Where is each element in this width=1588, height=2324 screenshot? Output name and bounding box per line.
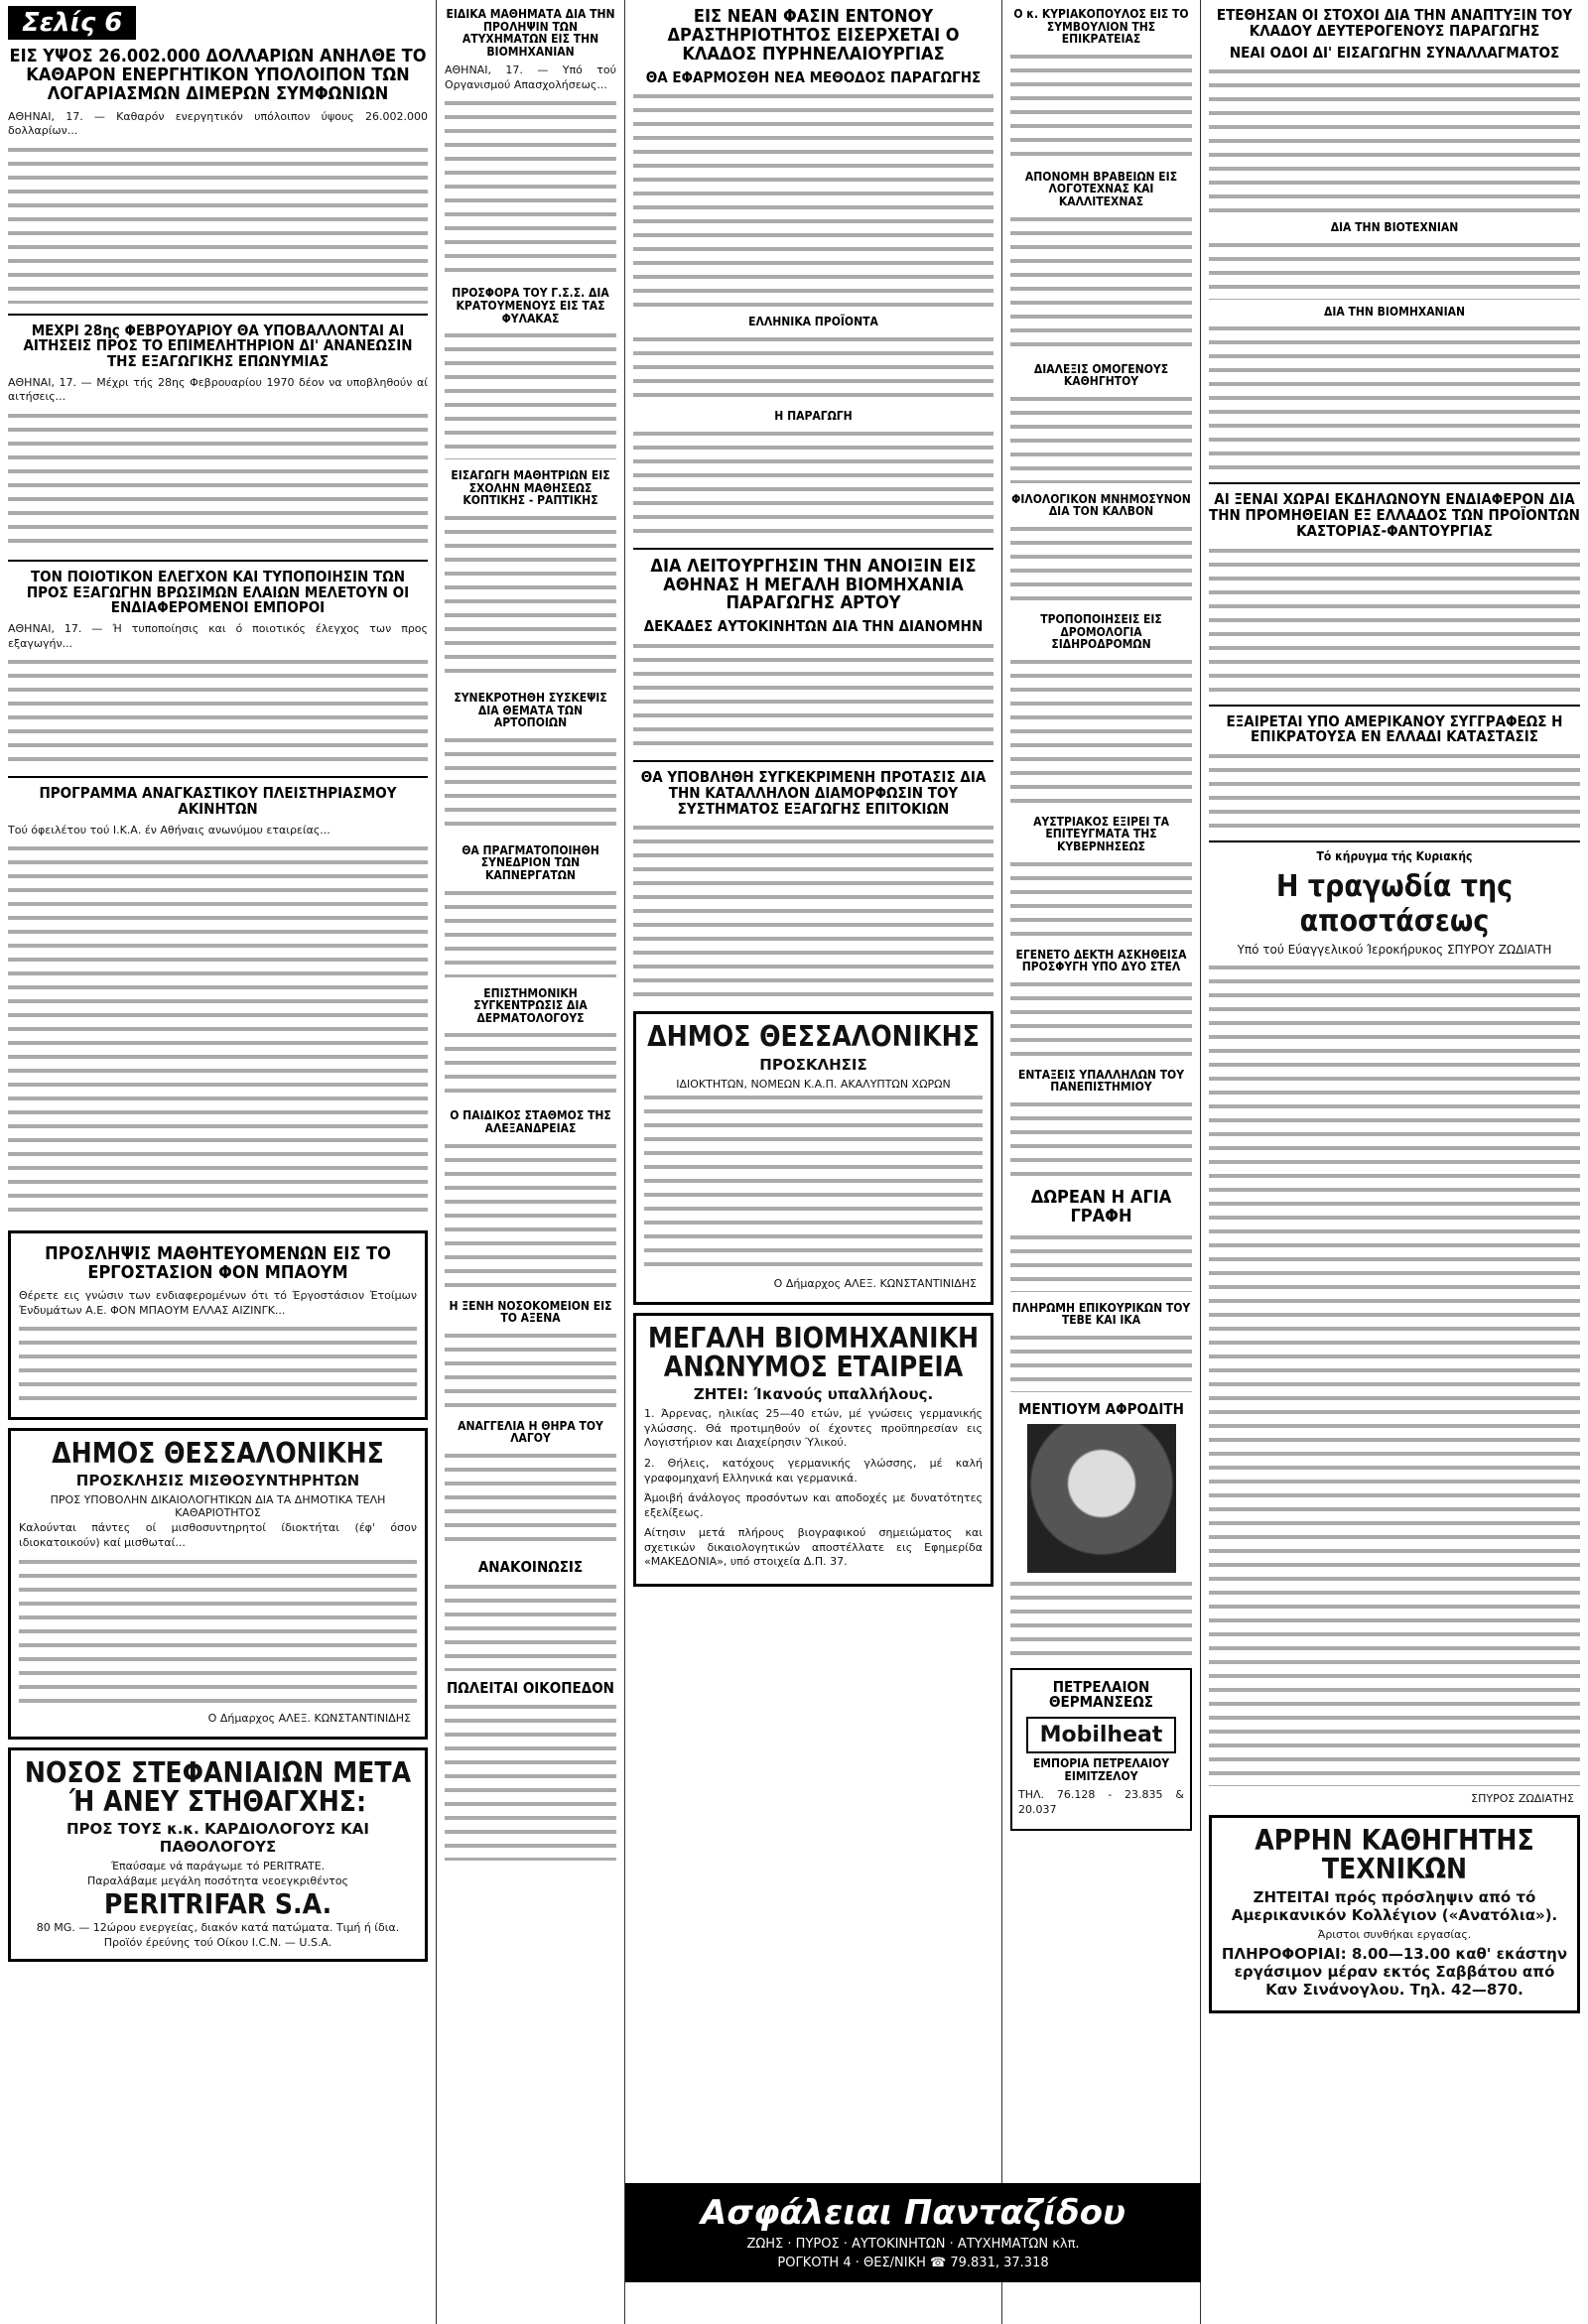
article-body: [1209, 240, 1580, 300]
article-title: Η τραγωδία της αποστάσεως: [1275, 868, 1514, 939]
article-subtitle: ΝΕΑΙ ΟΔΟΙ ΔΙ' ΕΙΣΑΓΩΓΗΝ ΣΥΝΑΛΛΑΓΜΑΤΟΣ: [1229, 43, 1560, 62]
article-kicker: Τό κήρυγμα τής Κυριακής: [1316, 849, 1473, 864]
ad-body: [19, 1557, 417, 1706]
article-body: [445, 1030, 616, 1099]
article-body: [1209, 546, 1580, 695]
ad-line: ΠΡΟΣ ΤΟΥΣ κ.κ. ΚΑΡΔΙΟΛΟΓΟΥΣ ΚΑΙ ΠΑΘΟΛΟΓΟΥΣ: [66, 1820, 369, 1857]
ad-phone: ΤΗΛ. 76.128 - 23.835 & 20.037: [1018, 1788, 1184, 1816]
article-kastoria: [1209, 492, 1580, 694]
article-signature: ΣΠΥΡΟΣ ΖΩΔΙΑΤΗΣ: [1471, 1791, 1574, 1805]
article-body: [445, 1331, 616, 1410]
article-lecture: [1010, 363, 1192, 483]
article-subhead: ΔΙΑ ΤΗΝ ΒΙΟΤΕΧΝΙΑΝ: [1330, 220, 1459, 235]
ad-seek: ΖΗΤΕΙ: Ίκανούς υπαλλήλους.: [693, 1385, 934, 1404]
article-body: [445, 513, 616, 682]
article-title: ΠΡΟΣΦΟΡΑ ΤΟΥ Γ.Σ.Σ. ΔΙΑ ΚΡΑΤΟΥΜΕΝΟΥΣ ΕΙΣ ΤΑΣ ΦΥΛΑΚΑΣ: [452, 286, 609, 325]
article-title: ΕΙΣ ΥΨΟΣ 26.002.000 ΔΟΛΛΑΡΙΩΝ ΑΝΗΛΘΕ ΤΟ ΚΑΘΑΡΟΝ ΕΝΕΡΓΗΤΙΚΟΝ ΥΠΟΛΟΙΠΟΝ ΤΩΝ ΛΟΓΑΡΙΑΣΜΩΝ ΔΙΜΕΡΩΝ ΣΥΜΦΩΝΙΩΝ: [9, 46, 427, 104]
article-body: [1010, 394, 1192, 483]
article-title: ΜΕΝΤΙΟΥΜ ΑΦΡΟΔΙΤΗ: [1018, 1399, 1184, 1418]
article-subhead: ΕΛΛΗΝΙΚΑ ΠΡΟΪΟΝΤΑ: [748, 315, 878, 329]
article-accidents: [445, 8, 616, 277]
article-interest: [633, 770, 993, 1001]
article-bread: [633, 555, 993, 750]
article-title: ΑΝΑΚΟΙΝΩΣΙΣ: [477, 1557, 584, 1576]
article-title: Η ΞΕΝΗ ΝΟΣΟΚΟΜΕΙΟΝ ΕΙΣ ΤΟ ΑΞΕΝΑ: [449, 1298, 612, 1326]
ad-pay: Άμοιβή άνάλογος προσόντων και αποδοχές με δυνατότητες εξελίξεως.: [644, 1491, 983, 1519]
article-title: ΕΙΣΑΓΩΓΗ ΜΑΘΗΤΡΙΩΝ ΕΙΣ ΣΧΟΛΗΝ ΜΑΘΗΣΕΩΣ ΚΟΠΤΙΚΗΣ - ΡΑΠΤΙΚΗΣ: [451, 468, 610, 508]
article-lead: ΑΘΗΝΑΙ, 17. — Ή τυποποίησις και ό ποιοτικός έλεγχος των προς εξαγωγήν...: [8, 622, 428, 650]
page-label: Σελίς 6: [8, 6, 136, 40]
ad-apply: Αίτησιν μετά πλήρους βιογραφικού σημειώματος και σχετικών δικαιολογητικών αποστέλλατε εις Εφημερίδα «ΜΑΚΕΔΟΝΙΑ», υπό στοιχεία Δ.Π. 37.: [644, 1526, 983, 1569]
ad-mobilheat: [1010, 1668, 1192, 1832]
mobilheat-logo: Mobilheat: [1026, 1717, 1177, 1753]
article-title: ΠΛΗΡΩΜΗ ΕΠΙΚΟΥΡΙΚΩΝ ΤΟΥ ΤΕΒΕ ΚΑΙ ΙΚΑ: [1011, 1300, 1191, 1328]
article-title: ΕΙΣ ΝΕΑΝ ΦΑΣΙΝ ΕΝΤΟΝΟΥ ΔΡΑΣΤΗΡΙΟΤΗΤΟΣ ΕΙΣΕΡΧΕΤΑΙ Ο ΚΛΑΔΟΣ ΠΥΡΗΝΕΛΑΙΟΥΡΓΙΑΣ: [667, 6, 960, 65]
article-dollars: [8, 48, 428, 304]
ad-peritrifar: [8, 1747, 428, 1962]
article-body: [8, 145, 428, 304]
ad-subtitle-2: ΙΔΙΟΚΤΗΤΩΝ, ΝΟΜΕΩΝ Κ.Α.Π. ΑΚΑΛΥΠΤΩΝ ΧΩΡΩΝ: [676, 1077, 951, 1091]
article-title: ΔΙΑ ΛΕΙΤΟΥΡΓΗΣΙΝ ΤΗΝ ΑΝΟΙΞΙΝ ΕΙΣ ΑΘΗΝΑΣ Η ΜΕΓΑΛΗ ΒΙΟΜΗΧΑΝΙΑ ΠΑΡΑΓΩΓΗΣ ΑΡΤΟΥ: [650, 555, 977, 614]
ad-title: ΝΟΣΟΣ ΣΤΕΦΑΝΙΑΙΩΝ ΜΕΤΑ Ή ΑΝΕΥ ΣΤΗΘΑΓΧΗΣ:: [24, 1755, 412, 1818]
ad-brand: PERITRIFAR S.A.: [103, 1887, 332, 1921]
ad-teacher: [1209, 1815, 1580, 2013]
ad-text: ΖΗΤΕΙΤΑΙ πρός πρόσληψιν από τό Αμερικανικόν Κολλέγιον («Ανατόλια»).: [1231, 1887, 1558, 1924]
article-auction: [8, 786, 428, 1221]
column-3: [625, 0, 1002, 2324]
article-bakers: [445, 692, 616, 835]
article-body: [8, 657, 428, 766]
article-tailoring: [445, 469, 616, 682]
column-5: [1201, 0, 1588, 2324]
article-lead: ΑΘΗΝΑΙ, 17. — Υπό τού Οργανισμού Απασχολήσεως...: [445, 64, 616, 91]
article-sermon: [1209, 850, 1580, 1805]
article-railways: [1010, 613, 1192, 806]
ad-title: ΠΕΤΡΕΛΑΙΟΝ ΘΕΡΜΑΝΣΕΩΣ: [1049, 1677, 1153, 1712]
article-medium: [1010, 1399, 1192, 1658]
article-body: [1209, 66, 1580, 215]
article-body: [445, 1702, 616, 1861]
ad-item: 2. Θήλεις, κατόχους γερμανικής γλώσσης, μέ καλή γραφομηχανή Ελληνικά και γερμανικά.: [644, 1457, 983, 1485]
ad-subtitle-2: ΠΡΟΣ ΥΠΟΒΟΛΗΝ ΔΙΚΑΙΟΛΟΓΗΤΙΚΩΝ ΔΙΑ ΤΑ ΔΗΜΟΤΙΚΑ ΤΕΛΗ ΚΑΘΑΡΙΟΤΗΤΟΣ: [50, 1493, 386, 1520]
article-subhead: ΔΙΑ ΤΗΝ ΒΙΟΜΗΧΑΝΙΑΝ: [1324, 304, 1465, 319]
ad-body: [19, 1324, 417, 1403]
article-hospital: [445, 1300, 616, 1410]
article-appeal: [1010, 949, 1192, 1059]
article-title: ΕΤΕΘΗΣΑΝ ΟΙ ΣΤΟΧΟΙ ΔΙΑ ΤΗΝ ΑΝΑΠΤΥΞΙΝ ΤΟΥ ΚΛΑΔΟΥ ΔΕΥΤΕΡΟΓΕΝΟΥΣ ΠΑΡΑΓΩΓΗΣ: [1216, 6, 1573, 40]
ad-pantazidou: [625, 2183, 1201, 2282]
article-kernel-oil: [633, 8, 993, 538]
article-title: ΑΥΣΤΡΙΑΚΟΣ ΕΞΙΡΕΙ ΤΑ ΕΠΙΤΕΥΓΜΑΤΑ ΤΗΣ ΚΥΒΕΡΝΗΣΕΩΣ: [1033, 814, 1169, 853]
ad-title: ΠΡΟΣΛΗΨΙΣ ΜΑΘΗΤΕΥΟΜΕΝΩΝ ΕΙΣ ΤΟ ΕΡΓΟΣΤΑΣΙΟΝ ΦΟΝ ΜΠΑΟΥΜ: [45, 1243, 391, 1284]
article-body: [1010, 859, 1192, 939]
article-body: [633, 91, 993, 310]
ad-apprentices: [8, 1230, 428, 1420]
divider: [1209, 840, 1580, 842]
article-american-writer: [1209, 711, 1580, 832]
ad-info: ΠΛΗΡΟΦΟΡΙΑΙ: 8.00—13.00 καθ' εκάστην εργάσιμον μέραν εκτός Σαββάτου από Καν Σινάνογλου. Τηλ. 42—870.: [1221, 1944, 1568, 1999]
article-body: [1010, 657, 1192, 806]
article-body: [633, 823, 993, 1001]
ad-text: Καλούνται πάντες οί μισθοσυντηρητοί ίδιοκτήται (έφ' όσον ιδιοκατοικούν) καί μισθωταί...: [19, 1521, 417, 1549]
ad-municipality-2: [633, 1011, 993, 1304]
article-secondary-production: [1209, 8, 1580, 472]
article-title: ΕΝΤΑΞΕΙΣ ΥΠΑΛΛΗΛΩΝ ΤΟΥ ΠΑΝΕΠΙΣΤΗΜΙΟΥ: [1017, 1067, 1185, 1095]
article-hare: [445, 1420, 616, 1550]
article-title: ΤΟΝ ΠΟΙΟΤΙΚΟΝ ΕΛΕΓΧΟΝ ΚΑΙ ΤΥΠΟΠΟΙΗΣΙΝ ΤΩΝ ΠΡΟΣ ΕΞΑΓΩΓΗΝ ΒΡΩΣΙΜΩΝ ΕΛΑΙΩΝ ΜΕΛΕΤΟΥΝ ΟΙ ΕΝΔΙΑΦΕΡΟΜΕΝΟΙ ΕΜΠΟΡΟΙ: [26, 567, 410, 617]
article-announcements: [445, 1557, 616, 1671]
article-title: ΤΡΟΠΟΠΟΙΗΣΕΙΣ ΕΙΣ ΔΡΟΜΟΛΟΓΙΑ ΣΙΔΗΡΟΔΡΟΜΩΝ: [1040, 611, 1162, 652]
ad-address: ΡΟΓΚΟΤΗ 4 · ΘΕΣ/ΝΙΚΗ ☎ 79.831, 37.318: [777, 2256, 1049, 2270]
article-body: [445, 1451, 616, 1550]
article-title: ΕΙΔΙΚΑ ΜΑΘΗΜΑΤΑ ΔΙΑ ΤΗΝ ΠΡΟΛΗΨΙΝ ΤΩΝ ΑΤΥΧΗΜΑΤΩΝ ΕΙΣ ΤΗΝ ΒΙΟΜΗΧΑΝΙΑΝ: [446, 7, 615, 59]
article-body: [445, 888, 616, 977]
article-nursery: [445, 1109, 616, 1289]
article-chamber: [8, 323, 428, 550]
article-title: ΑΠΟΝΟΜΗ ΒΡΑΒΕΙΩΝ ΕΙΣ ΛΟΓΟΤΕΧΝΑΣ ΚΑΙ ΚΑΛΛΙΤΕΧΝΑΣ: [1024, 169, 1178, 208]
article-lead: ΑΘΗΝΑΙ, 17. — Καθαρόν ενεργητικόν υπόλοιπον ύψους 26.002.000 δολλαρίων...: [8, 109, 428, 138]
article-kalvos: [1010, 493, 1192, 603]
article-university: [1010, 1069, 1192, 1179]
article-prisoners: [445, 287, 616, 459]
column-1: [0, 0, 437, 2324]
ad-item: 1. Άρρενας, ηλικίας 25—40 ετών, μέ γνώσεις γερμανικής γλώσσης. Θά προτιμηθούν οί έχοντες προϋπηρεσίαν εις Λογιστήριον και Διαχείρησιν Ύλικού.: [644, 1407, 983, 1450]
article-subtitle: ΔΕΚΑΔΕΣ ΑΥΤΟΚΙΝΗΤΩΝ ΔΙΑ ΤΗΝ ΔΙΑΝΟΜΗΝ: [643, 617, 984, 636]
article-byline: Υπό τού Εύαγγελικού Ίεροκήρυκος ΣΠΥΡΟΥ ΖΩΔΙΑΤΗ: [1237, 942, 1552, 957]
article-title: Ο ΠΑΙΔΙΚΟΣ ΣΤΑΘΜΟΣ ΤΗΣ ΑΛΕΞΑΝΔΡΕΙΑΣ: [450, 1108, 611, 1135]
article-body: [445, 1582, 616, 1671]
column-4: [1002, 0, 1201, 2324]
article-body: [1010, 524, 1192, 603]
ad-title: ΜΕΓΑΛΗ ΒΙΟΜΗΧΑΝΙΚΗ ΑΝΩΝΥΜΟΣ ΕΤΑΙΡΕΙΑ: [647, 1321, 980, 1384]
article-dermatology: [445, 987, 616, 1100]
article-title: ΑΙ ΞΕΝΑΙ ΧΩΡΑΙ ΕΚΔΗΛΩΝΟΥΝ ΕΝΔΙΑΦΕΡΟΝ ΔΙΑ ΤΗΝ ΠΡΟΜΗΘΕΙΑΝ ΕΞ ΕΛΛΑΔΟΣ ΤΩΝ ΠΡΟΪΟΝΤΩΝ ΚΑΣΤΟΡΙΑΣ-ΦΑΝΤΟΥΡΓΙΑΣ: [1209, 490, 1580, 540]
ad-title: ΑΡΡΗΝ ΚΑΘΗΓΗΤΗΣ ΤΕΧΝΙΚΩΝ: [1255, 1823, 1534, 1886]
ad-title: Ασφάλειαι Πανταζίδου: [701, 2193, 1125, 2233]
ad-line: ΕΜΠΟΡΙΑ ΠΕΤΡΕΛΑΙΟΥ ΕΙΜΙΤΖΕΛΟΥ: [1032, 1756, 1170, 1783]
divider: [8, 314, 428, 316]
article-austrian: [1010, 816, 1192, 939]
article-body: [8, 411, 428, 550]
article-body: [1010, 1099, 1192, 1179]
article-body: [1209, 751, 1580, 831]
article-tobacco: [445, 844, 616, 977]
article-awards: [1010, 171, 1192, 353]
ad-subtitle: ΠΡΟΣΚΛΗΣΙΣ ΜΙΣΘΟΣΥΝΤΗΡΗΤΩΝ: [75, 1472, 360, 1490]
article-body: [1010, 1333, 1192, 1392]
ad-subtitle: ΠΡΟΣΚΛΗΣΙΣ: [759, 1055, 867, 1074]
ad-signature: Ο Δήμαρχος ΑΛΕΞ. ΚΩΝΣΤΑΝΤΙΝΙΔΗΣ: [207, 1711, 411, 1725]
article-title: ΘΑ ΥΠΟΒΛΗΘΗ ΣΥΓΚΕΚΡΙΜΕΝΗ ΠΡΟΤΑΣΙΣ ΔΙΑ ΤΗΝ ΚΑΤΑΛΛΗΛΟΝ ΔΙΑΜΟΡΦΩΣΙΝ ΤΟΥ ΣΥΣΤΗΜΑΤΟΣ ΕΞΑΓΩΓΗΣ ΕΠΙΤΟΚΙΩΝ: [640, 768, 987, 818]
article-title: ΕΓΕΝΕΤΟ ΔΕΚΤΗ ΑΣΚΗΘΕΙΣΑ ΠΡΟΣΦΥΓΗ ΥΠΟ ΔΥΟ ΣΤΕΛ: [1015, 947, 1187, 974]
article-lead: ΑΘΗΝΑΙ, 17. — Μέχρι τής 28ης Φεβρουαρίου 1970 δέον να υποβληθούν αί αιτήσεις...: [8, 375, 428, 404]
article-bible: [1010, 1186, 1192, 1292]
ad-body: [644, 1093, 983, 1271]
article-title: ΠΩΛΕΙΤΑΙ ΟΙΚΟΠΕΔΟΝ: [447, 1678, 614, 1697]
article-body: [445, 98, 616, 277]
article-body: [8, 843, 428, 1221]
article-lead: Τού όφειλέτου τού Ι.Κ.Α. έν Αθήναις ανωνύμου εταιρείας...: [8, 823, 331, 837]
ad-title: ΔΗΜΟΣ ΘΕΣΣΑΛΟΝΙΚΗΣ: [52, 1437, 384, 1471]
ad-industrial-company: [633, 1313, 993, 1587]
article-body: [1209, 323, 1580, 472]
article-title: ΣΥΝΕΚΡΟΤΗΘΗ ΣΥΣΚΕΨΙΣ ΔΙΑ ΘΕΜΑΤΑ ΤΩΝ ΑΡΤΟΠΟΙΩΝ: [454, 690, 607, 730]
article-body: [1010, 979, 1192, 1059]
article-body: [445, 330, 616, 459]
ad-terms: Άριστοι συνθήκαι εργασίας.: [1317, 1927, 1472, 1941]
article-title: ΕΞΑΙΡΕΤΑΙ ΥΠΟ ΑΜΕΡΙΚΑΝΟΥ ΣΥΓΓΡΑΦΕΩΣ Η ΕΠΙΚΡΑΤΟΥΣΑ ΕΝ ΕΛΛΑΔΙ ΚΑΤΑΣΤΑΣΙΣ: [1226, 711, 1563, 746]
article-body: [1010, 1232, 1192, 1292]
article-body: [1010, 52, 1192, 161]
ad-line: 80 MG. — 12ώρου ενεργείας, διακόν κατά πατώματα. Τιμή ή ίδια.: [36, 1920, 400, 1934]
article-title: ΕΠΙΣΤΗΜΟΝΙΚΗ ΣΥΓΚΕΝΤΡΩΣΙΣ ΔΙΑ ΔΕΡΜΑΤΟΛΟΓΟΥΣ: [473, 985, 588, 1025]
ad-line: ΖΩΗΣ · ΠΥΡΟΣ · ΑΥΤΟΚΙΝΗΤΩΝ · ΑΤΥΧΗΜΑΤΩΝ κλπ.: [746, 2237, 1080, 2252]
divider: [633, 548, 993, 550]
divider: [633, 760, 993, 762]
ad-line: Παραλάβαμε μεγάλη ποσότητα νεοεγκριθέντος: [86, 1874, 349, 1888]
article-body: [1010, 214, 1192, 353]
divider: [1209, 482, 1580, 484]
article-title: Ο κ. ΚΥΡΙΑΚΟΠΟΥΛΟΣ ΕΙΣ ΤΟ ΣΥΜΒΟΥΛΙΟΝ ΤΗΣ ΕΠΙΚΡΑΤΕΙΑΣ: [1013, 7, 1189, 47]
ad-text: Θέρετε εις γνώσιν των ενδιαφερομένων ότι τό Έργοστάσιον Έτοίμων Ένδυμάτων Α.Ε. ΦΟΝ ΜΠΑΟΥΜ ΕΛΛΑΣ ΑΙΖΙΝΓΚ...: [19, 1289, 417, 1317]
ad-signature: Ο Δήμαρχος ΑΛΕΞ. ΚΩΝΣΤΑΝΤΙΝΙΔΗΣ: [773, 1276, 977, 1290]
article-body: [633, 334, 993, 404]
article-body: [445, 735, 616, 835]
article-kyriakopoulos: [1010, 8, 1192, 161]
divider: [1209, 705, 1580, 707]
ad-title: ΔΗΜΟΣ ΘΕΣΣΑΛΟΝΙΚΗΣ: [647, 1020, 980, 1054]
article-body: [445, 1141, 616, 1290]
article-title: ΔΙΑΛΕΞΙΣ ΟΜΟΓΕΝΟΥΣ ΚΑΘΗΓΗΤΟΥ: [1033, 361, 1169, 389]
article-title: ΦΙΛΟΛΟΓΙΚΟΝ ΜΝΗΜΟΣΥΝΟΝ ΔΙΑ ΤΟΝ ΚΑΛΒΟΝ: [1011, 491, 1191, 519]
ad-line: Έπαύσαμε νά παράγωμε τό PERITRATE.: [110, 1860, 326, 1873]
article-title: ΜΕΧΡΙ 28ης ΦΕΒΡΟΥΑΡΙΟΥ ΘΑ ΥΠΟΒΑΛΛΟΝΤΑΙ ΑΙ ΑΙΤΗΣΕΙΣ ΠΡΟΣ ΤΟ ΕΠΙΜΕΛΗΤΗΡΙΟΝ ΔΙ' ΑΝΑΝΕΩΣΙΝ ΤΗΣ ΕΞΑΓΩΓΙΚΗΣ ΕΠΩΝΥΜΙΑΣ: [23, 321, 413, 371]
ad-municipality: [8, 1428, 428, 1739]
ad-line: Προϊόν έρεύνης τού Οίκου I.C.N. — U.S.A.: [103, 1935, 332, 1949]
article-body: [633, 429, 993, 538]
divider: [8, 776, 428, 778]
article-land: [445, 1678, 616, 1862]
article-subhead: Η ΠΑΡΑΓΩΓΗ: [774, 409, 853, 424]
article-title: ΑΝΑΓΓΕΛΙΑ Η ΘΗΡΑ ΤΟΥ ΛΑΓΟΥ: [458, 1418, 603, 1446]
article-body: [1209, 963, 1580, 1786]
article-tebe: [1010, 1302, 1192, 1392]
article-title: ΠΡΟΓΡΑΜΜΑ ΑΝΑΓΚΑΣΤΙΚΟΥ ΠΛΕΙΣΤΗΡΙΑΣΜΟΥ ΑΚΙΝΗΤΩΝ: [39, 784, 397, 819]
divider: [8, 560, 428, 562]
article-oils: [8, 567, 428, 766]
article-subtitle: ΘΑ ΕΦΑΡΜΟΣΘΗ ΝΕΑ ΜΕΘΟΔΟΣ ΠΑΡΑΓΩΓΗΣ: [645, 67, 982, 86]
article-title: ΘΑ ΠΡΑΓΜΑΤΟΠΟΙΗΘΗ ΣΥΝΕΔΡΙΟΝ ΤΩΝ ΚΑΠΝΕΡΓΑΤΩΝ: [462, 842, 599, 882]
article-title: ΔΩΡΕΑΝ Η ΑΓΙΑ ΓΡΑΦΗ: [1030, 1186, 1172, 1227]
portrait-photo: [1027, 1424, 1176, 1573]
article-body: [1010, 1579, 1192, 1658]
article-body: [633, 641, 993, 750]
column-2: [437, 0, 625, 2324]
